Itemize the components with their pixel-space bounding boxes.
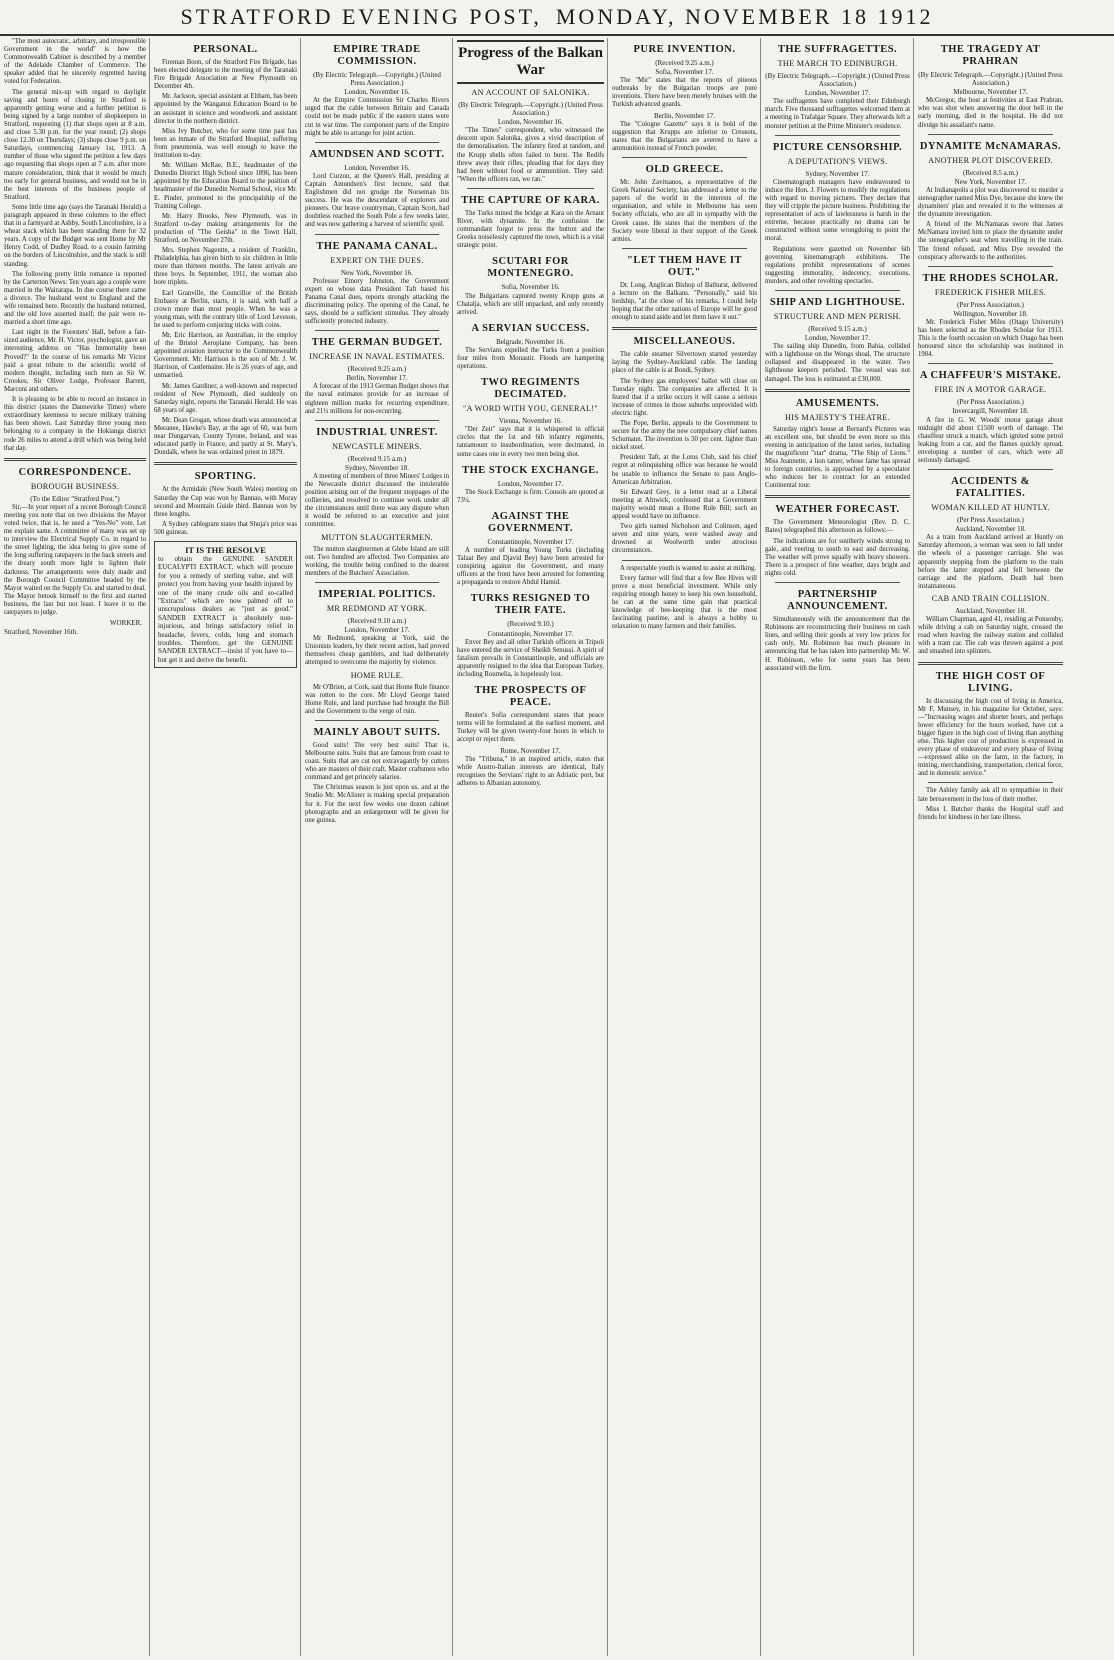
paragraph: Mr. John Zavitsanos, a representative of the Greek National Society, has addressed a letter to the papers of the world in the interests of the organisation, and while in Melbourne has seen Society officials, who are all in sympathy with the Greek cause. He states that the members of the Society were liberal in their support of the Greek armies. [612, 179, 757, 243]
divider [928, 363, 1053, 364]
columns-grid [4, 38, 1110, 1656]
headline: MAINLY ABOUT SUITS. [313, 726, 441, 738]
headline: THE GERMAN BUDGET. [311, 337, 443, 349]
headline: THE PROSPECTS OF PEACE. [474, 685, 587, 709]
paragraph: In discussing the high cost of living in America, Mr F. Munsey, in his magazine for October, says:—"Increasing wages and shorter hours, and perhaps lower efficiency for the hours worked, have cut a bigger figure in the high cost of living than anything else. This higher cost of production is expressed in every phase of endeavour and every phase of living—expressed alike on the farm, in the factory, in mining, merchandising, transportation, clerical force, and in domestic service." [918, 697, 1063, 778]
paragraph: Mr. Frederick Fisher Miles (Otago University) has been selected as the Rhodes Scholar for 1913. This is the fourth occasion on which Otago has been honoured since the scholarship was instituted in 1904. [918, 318, 1063, 359]
headline: IMPERIAL POLITICS. [318, 588, 436, 600]
dateline: London, November 17. [804, 334, 871, 343]
column-6 [765, 38, 914, 1656]
paragraph: Every farmer will find that a few Bee Hives will prove a most beneficial investment. While only requiring enough honey to keep his own household, he can at the same time gain that practical knowledge of bee-keeping that is the most fascinating pastime, and is always a hobby to relaxation to many farmers and their families. [612, 574, 757, 631]
divider [612, 327, 757, 330]
paragraph: The suffragettes have completed their Edinburgh march. Five thousand suffragettes welcomed them at a meeting in Trafalgar Square. They afterwards left a monster petition at the Prime Minister's residence. [765, 98, 910, 130]
divider [315, 234, 439, 235]
letter-signature: WORKER. [109, 619, 142, 628]
headline: THE SUFFRAGETTES. [777, 44, 898, 55]
headline: THE RHODES SCHOLAR. [922, 272, 1059, 284]
paragraph: Cinematograph managers have endeavoured to induce the Hon. J. Flowers to modify the regulations with regard to moving pictures. They declare that they will cripple the picture business. Prohibiting the representation of acts of lawlessness is harsh in the extreme, because practically no drama can be constructed without some wrongdoing to point the moral. [765, 178, 910, 243]
paragraph: Saturday night's house at Bernard's Pictures was an excellent one, but should be even more so this evening in anticipation of the latest series, including the magnificent "star" drama, "The Ship of Lions." Miss Jeannette, a lion tamer, whose fame has spread to foreign countries, is approached by a speculator who induces her to contract for an extended Continental tour. [765, 425, 910, 490]
agency-line: (Per Press Association.) [957, 300, 1024, 309]
dateline: Constantinople, November 17. [487, 629, 574, 638]
paragraph: Miss I. Butcher thanks the Hospital staff and friends for kindness in her late illness. [918, 805, 1063, 821]
paragraph: A meeting of members of three Miners' Lodges in the Newcastle district discussed the intolerable position arising out of the frequent stoppages of the collieries, and resolved to continue work under all the circumstances until there was any dispute when it would be referred to an executive and joint committee. [305, 472, 449, 529]
paragraph: Mr. Eric Harrison, an Australian, in the employ of the Bristol Aeroplane Company, has been appointed aviation instructor to the Commonwealth Government. Mr. Harrison is the son of Mr. J. W. Harrison, of Castlemaine. He is 26 years of age, and unmarried. [154, 332, 297, 380]
agency-line: (By Electric Telegraph.—Copyright.) (United Press Association.) [458, 101, 603, 118]
paragraph: The "Cologne Gazette" says it is bold of the suggestion that Krupps are inferior to Creusots, states that the Bulgarians are averred to have a ammunition instead of French powder. [612, 120, 757, 152]
dateline: New York, November 17. [954, 177, 1027, 186]
paragraph: Last night in the Foresters' Hall, before a fair-sized audience, Mr. H. Victor, psychologist, gave an interesting address on "Has Immortality been Proved?" In the course of his remarks Mr Victor paid a great tribute to the scientific world of modern thought, including such men as Sir W. Crookes, Sir Oliver Lodge, Professor Barrett, Marconi and others. [4, 329, 146, 393]
dateline: Rome, November 17. [500, 746, 561, 755]
subhead: ANOTHER PLOT DISCOVERED. [928, 155, 1053, 165]
paragraph: The Government Meteorologist (Rev. D. C. Bates) telegraphed this afternoon as follows:— [765, 519, 910, 535]
headline-amusements: AMUSEMENTS. [795, 397, 880, 409]
dateline: Sydney, November 18. [344, 463, 410, 472]
paragraph: Simultaneously with the announcement that the Robinsons are reconstructing their business on cash lines, and selling their goods at very low prices for cash only, Mr. Robinson has much pleasure in announcing that he has taken into partnership Mr. W. H. Robinson, who for some years has been associated with the firm. [765, 616, 910, 672]
paragraph: Dr. Long, Anglican Bishop of Bathurst, delivered a lecture on the Balkans. "Personally," said his lordship, "at the close of his remarks, I could help hoping that the other nations of Europe will be good enough to stand aside and let them have it out." [612, 281, 757, 322]
paragraph: Miss Ivy Butcher, who for some time past has been an inmate of the Stratford Hospital, suffering from pneumonia, was well enough to leave the institution to-day. [154, 127, 297, 160]
dateline: Sydney, November 17. [805, 169, 870, 178]
divider [765, 389, 910, 392]
paragraph: The Bulgarians captured twenty Krupp guns at Chatalja, which are still unpacked, and only recently arrived. [457, 292, 604, 316]
paragraph: The following pretty little romance is reported by the Carterton News: Ten years ago a couple were married in the Wairarapa. In due course there came a divorce. The husband went to England and the wife remained here. Recently the husband returned, and the old love asserted itself; the pair were re-married a short time ago. [4, 270, 146, 327]
letter-address: (To the Editor "Stratford Post.") [30, 494, 120, 503]
received-line: (Received 8.5 a.m.) [962, 168, 1018, 177]
divider [928, 469, 1053, 470]
headline-miscellaneous: MISCELLANEOUS. [633, 336, 736, 348]
column-5 [612, 38, 761, 1656]
dateline: London, November 17. [804, 89, 871, 98]
paragraph: Good suits! The very best suits! That is, Melbourne suits. Suits that are famous from coast to coast. Suits that are cut not extravagantly by cutters who are masters of their craft. Master craftsmen who command and get princely salaries. [305, 741, 449, 782]
subhead: HOME RULE. [350, 670, 404, 680]
divider [775, 290, 900, 291]
paragraph: As a train from Auckland arrived at Huntly on Saturday afternoon, a woman was seen to fall under the wheels of a passenger carriage. She was apparently stepping from the platform to the train before the latter stopped and fell between the carriage and the platform. Death had been instantaneous. [918, 534, 1063, 590]
banner-balkan-war: Progress of the Balkan War [457, 40, 604, 84]
paragraph: The Turks mined the bridge at Kara on the Arnaut River, with dynamite. In the confusion the commandant forgot to press the button and the Greeks noiselessly captured the town, which is a vital strategic point. [457, 209, 604, 250]
divider [622, 248, 747, 249]
dateline: London, November 16. [344, 163, 410, 172]
received-line: (Received 9.10 a.m.) [347, 616, 407, 625]
received-line: (Received 9.10.) [507, 620, 554, 629]
dateline: Vienna, November 16. [498, 417, 563, 426]
paragraph: It is pleasing to be able to record an instance in this district (states the Dannevirke Times) where extraordinary keenness to secure military training has been shown. Last Saturday three young men belonging to a company in the Hokianga district rode 26 miles to attend a drill which was being held that day. [4, 396, 146, 452]
divider [315, 720, 439, 721]
divider [775, 135, 900, 136]
agency-line: (Per Press Association.) [957, 398, 1024, 407]
paragraph: William Chapman, aged 41, residing at Ponsonby, while driving a cab on Saturday night, crossed the road when leaving the railway station and collided with a tram car. The cab was thrown against a post and smashed into splinters. [918, 616, 1063, 656]
dateline: London, November 17. [344, 626, 410, 635]
headline-weather: WEATHER FORECAST. [775, 504, 900, 516]
ad-body: to obtain the GENUINE SANDER EUCALYPTI EXTRACT, which will procure for you a remedy of sterling value, and will protect you from having your health injured by one of the many crude oils and so-called "Extracts" which are now palmed off to unscrupulous dealers as "just as good." SANDER EXTRACT is absolutely non-injurious, and brings satisfactory relief in headache, fevers, colds, lung and stomach troubles. Therefore, get the GENUINE SANDER EXTRACT—insist if you have to—but get it and derive the benefit. [158, 554, 293, 664]
headline: AMUNDSEN AND SCOTT. [309, 148, 445, 160]
headline: A CHAFFEUR'S MISTAKE. [919, 370, 1062, 382]
dateline: Auckland, November 18. [955, 525, 1026, 534]
paragraph: Enver Bey and all other Turkish officers in Tripoli have entered the service of Sheikh Senussi. A spirit of fatalism prevails in Constantinople, and officials are apparently resigned to the idea that European Turkey, including Roumelia, is hopelessly lost. [457, 638, 604, 679]
divider [775, 582, 900, 583]
received-line: (Received 9.15 a.m.) [808, 324, 867, 333]
subhead: MUTTON SLAUGHTERMEN. [321, 532, 433, 542]
dateline: Melbourne, November 17. [953, 88, 1028, 97]
subhead: AN ACCOUNT OF SALONIKA. [471, 88, 590, 97]
dateline: Sofia, November 16. [501, 283, 560, 292]
agency-line: (By Electric Telegraph.—Copyright.) (United Press Association.) [765, 72, 910, 89]
advertisement-sander-extract [154, 541, 297, 668]
agency-line: (By Electric Telegraph.—Copyright.) (United Press Association.) [918, 71, 1063, 88]
paragraph: A fire in G. W. Woods' motor garage about midnight did about £1500 worth of damage. The chauffeur struck a match, which ignited some petrol leaking from a car, and the flames quickly spread, enveloping a number of cars, which were all seriously damaged. [918, 416, 1063, 464]
paragraph: Earl Granville, the Councillor of the British Embassy at Berlin, starts, it is said, with half a crown more than most people. When he was a young man, with the contrary title of Lord Leveson, he used to perform conjuring tricks with coins. [154, 289, 297, 329]
headline: AGAINST THE GOVERNMENT. [488, 510, 573, 534]
divider [928, 782, 1053, 783]
paragraph: At Indianapolis a plot was discovered to murder a stenographer named Miss Dye, because she knew the dynamiters' plan and revealed it to the witnesses at the dynamite investigation. [918, 186, 1063, 219]
paragraph: The mutton slaughtermen at Glebe Island are still out. Two hundred are affected. Two Companies are working, the trouble being confined to the dearest members of the Butchers' Association. [305, 545, 449, 577]
dateline: Sofia, November 17. [655, 68, 714, 77]
dateline: London, November 16. [344, 88, 410, 97]
headline-personal: PERSONAL. [193, 44, 258, 55]
headline: THE TRAGEDY AT PRAHRAN [940, 44, 1041, 67]
dateline: London, November 16. [497, 118, 564, 127]
headline: TWO REGIMENTS DECIMATED. [481, 377, 580, 401]
letter-dateline: Stratford, November 16th. [4, 628, 78, 637]
headline: SCUTARI FOR MONTENEGRO. [487, 256, 574, 280]
paragraph: Two girls named Nicholson and Colinson, aged seven and nine years, were washed away and drowned at Woolworth under atrocious circumstances. [612, 523, 757, 555]
subhead: MR REDMOND AT YORK. [326, 603, 428, 613]
paragraph: The cable steamer Silvertown started yesterday laying the Sydney-Auckland cable. The landing place of the cable is at Bondi, Sydney. [612, 351, 757, 375]
dateline: Auckland, November 18. [955, 606, 1026, 615]
subhead: FIRE IN A MOTOR GARAGE. [934, 385, 1047, 395]
paragraph: Mr. William McRae, B.E., headmaster of the Dunedin District High School since 1896, has been appointed by the Education Board to the position of headmaster of the Dunedin Normal School, vice Mr. E. Pinder, promoted to the principalship of the Training College. [154, 162, 297, 210]
column-7 [918, 38, 1066, 1656]
paragraph: Mrs. Stephen Nagentte, a resident of Franklin, Philadelphia, has given birth to six children in little more than thirteen months. The latest arrivals are three boys. In September, 1911, the woman also bore triplets. [154, 247, 297, 287]
paragraph: Mr. Harry Brooks, New Plymouth, was in Stratford to-day making arrangements for the production of "The Geisha" in the Town Hall, Stratford, on November 27th. [154, 212, 297, 244]
headline: PURE INVENTION. [633, 44, 736, 55]
paragraph: Mr Redmond, speaking at York, said the Unionists leaders, by their recent action, had proved themselves cheap gamblers, and had deliberately attempted to overcome the majority by violence. [305, 635, 449, 667]
paragraph: The Sydney gas employees' ballot will close on Tuesday night. The companies are affected. It is feared that if a strike occurs it will cause a serious increase of crimes in those suburbs unprovided with electric light. [612, 377, 757, 417]
dateline: Constantinople, November 17. [487, 537, 574, 546]
divider [315, 330, 439, 331]
agency-line: (Per Press Association.) [957, 516, 1024, 525]
paragraph: The Christmas season is just upon us, and at the Studio Mr. McAlister is making special preparation for it. For the next few weeks one dozen cabinet photographs and an enlargement will be given for one guinea. [305, 784, 449, 824]
paragraph: At the Empire Commission Sir Charles Rivers urged that the cable between Britain and Canada could not be made public if the eastern states were cut in war time. The component parts of the Empire might be able to arrange for joint action. [305, 97, 449, 137]
paragraph: McGregor, the host at festivities at East Prahran, who was shot when answering the door bell in the early morning, died in the hospital. He did not divulge his assailant's name. [918, 97, 1063, 129]
subhead: HIS MAJESTY'S THEATRE. [784, 412, 891, 422]
paragraph: "Der Zeit" says that it is whispered in official circles that the 1st and 6th infantry regiments, tantamount to insubordination, were decimated, in some cases one in every two men being shot. [457, 426, 604, 458]
divider [467, 188, 594, 189]
headline-correspondence: CORRESPONDENCE. [18, 466, 132, 478]
subhead: EXPERT ON THE DUES. [330, 255, 424, 265]
column-3 [305, 38, 453, 1656]
subhead: NEWCASTLE MINERS. [332, 441, 422, 451]
headline-sporting: SPORTING. [194, 471, 257, 483]
divider [4, 458, 146, 461]
headline: THE CAPTURE OF KARA. [461, 194, 600, 206]
column-1 [4, 38, 150, 1656]
headline: A SERVIAN SUCCESS. [471, 322, 590, 334]
headline: SHIP AND LIGHTHOUSE. [769, 296, 906, 308]
paragraph: Sir Edward Grey, in a letter read at a Liberal meeting at Alnwick, confessed that a Government majority would mean a Home Rule Bill; such an appeal would have no influence. [612, 488, 757, 521]
headline: ACCIDENTS & FATALITIES. [951, 476, 1030, 500]
headline: THE PANAMA CANAL. [316, 240, 438, 252]
subhead: CAB AND TRAIN COLLISION. [931, 593, 1050, 603]
masthead-date: MONDAY, NOVEMBER 18 1912 [555, 4, 934, 29]
column-4 [457, 38, 608, 1656]
subhead: BOROUGH BUSINESS. [30, 481, 120, 491]
paragraph: Reuter's Sofia correspondent states that peace terms will be formulated at the earliest moment, and Turkey will be given twenty-four hours in which to accept or reject them. [457, 712, 604, 744]
headline: TURKS RESIGNED TO THEIR FATE. [470, 593, 591, 617]
paragraph: A forecast of the 1913 German Budget shows that the naval estimates provide for an increase of eighteen million marks for recurring expenditure, and 21½ millions for non-recurring. [305, 383, 449, 415]
paragraph: The Ashley family ask all to sympathise in their late bereavement in the loss of their mother. [918, 787, 1063, 803]
paragraph: A Sydney cablegram states that Shuja's price was 500 guineas. [154, 520, 297, 536]
paragraph: Professor Emory Johnston, the Government expert on whose data President Taft based his Panama Canal dues, reports strongly attacking the discriminating policy. The opening of the Canal, he says, should be a sufficient stimulus. They already sufficiently protected industry. [305, 277, 449, 326]
dateline: Berlin, November 17. [346, 374, 408, 383]
subhead: THE MARCH TO EDINBURGH. [777, 59, 898, 68]
headline: INDUSTRIAL UNREST. [316, 426, 438, 438]
dateline: New York, November 16. [341, 268, 413, 277]
paragraph: The "Mir" states that the reports of piteous outbreaks by the Bulgarian troops are pure inventions. There have been merely bruises with the Turkish advanced guards. [612, 77, 757, 109]
divider [765, 495, 910, 498]
paragraph: Sir,—In your report of a recent Borough Council meeting you note that on two divisions the Mayor voted twice, that is, he used a "Yes-No" vote. Let me explain same. A committee of many was set up to interview the Electrical Supply Co. in regard to the street lighting, the idea being to give some of the long suffering ratepayers in the back streets and the dreary south more light to lighten their darkness. The arrangements were duly made and the Borough Council Committee headed by the Mayor waited on the Supply Co. and started to deal. The Mayor betook himself to the first and started business, the last but not least. I leave it to the ratepayers to judge. [4, 503, 146, 616]
paragraph: Mr O'Brien, at Cork, said that Home Rule finance was rotten to the core. Mr Lloyd George hated Home Rule, and land purchase had brought the Bill and the Government to the verge of ruin. [305, 683, 449, 715]
divider [918, 662, 1063, 665]
divider [315, 142, 439, 143]
paragraph: Lord Curzon, at the Queen's Hall, presiding at Captain Amundsen's first lecture, said that Englishmen did not grudge the Norseman his success. He was the descendant of explorers and pioneers. Our brave countryman, Captain Scott, had doubtless reached the South Pole a few weeks later, and was now gathering a harvest of scientific spoil. [305, 172, 449, 229]
received-line: (Received 9.25 a.m.) [347, 365, 407, 374]
paragraph: Regulations were gazetted on November 6th governing kinematograph exhibitions. The regulations prohibit representations of scenes suggesting immorality, indecency, executions, murders, and other revolting spectacles. [765, 245, 910, 285]
divider [154, 462, 297, 465]
subhead: WOMAN KILLED AT HUNTLY. [931, 503, 1050, 513]
headline: PICTURE CENSORSHIP. [772, 141, 903, 153]
dateline: Belgrade, November 16. [496, 337, 565, 346]
divider [928, 134, 1053, 135]
paragraph: President Taft, at the Lotus Club, said his chief regret at relinquishing office was because he would be unable to influence the Senate to pass Anglo-American Arbitration. [612, 454, 757, 486]
received-line: (Received 9.15 a.m.) [347, 454, 407, 463]
divider [315, 420, 439, 421]
masthead-title: STRATFORD EVENING POST, [180, 4, 542, 29]
headline: "LET THEM HAVE IT OUT." [627, 254, 742, 278]
masthead [0, 0, 1114, 36]
paragraph: Mr. Dean Grogan, whose death was announced at Meeanee, Hawke's Bay, at the age of 60, was born near Dungarvan, County Tyrone, Ireland, and was educated partly in France, and partly at St. Mary's, Dundalk, where he was ordained priest in 1879. [154, 416, 297, 457]
dateline: Invercargill, November 18. [952, 407, 1029, 416]
dateline: Wellington, November 18. [953, 309, 1028, 318]
paragraph: The Pope, Berlin, appeals to the Government to secure for the army the new compulsory chief names Schumann. The invention is 30 per cent. lighter than nickel steel. [612, 420, 757, 452]
paragraph: Fireman Boon, of the Stratford Fire Brigade, has been elected delegate to the meeting of the Taranaki Fire Brigade Association at New Plymouth on December 4th. [154, 59, 297, 91]
divider [622, 157, 747, 158]
ad-headline: IT IS THE RESOLVE [185, 544, 266, 555]
paragraph: Some little time ago (says the Taranaki Herald) a paragraph appeared in these columns to the effect that in a farmyard at Ashby, South Lincolnshire, is a wheat stack which has been standing there for 32 years. A copy of the Budget was sent Home by Mr Henry Codd, of Dudley Road, to a cousin farming on the borders of Lincolnshire, and the stack is still standing. [4, 203, 146, 268]
paragraph: "The Times" correspondent, who witnessed the descent upon Salonika, gives a vivid description of the demoralisation. The infantry fired at random, and the Krupp shells often failed to burst. The Redifs threw away their rifles, pleading that for days they had been without food or ammunition. They said: "When the officers ran, we ran." [457, 127, 604, 183]
divider [928, 266, 1053, 267]
subhead: INCREASE IN NAVAL ESTIMATES. [309, 352, 445, 362]
paragraph: A number of leading Young Turks (including Talaat Bey and Djavid Bey) have been arrested for conspiring against the Government, and many officers at the front have been arrested for fomenting a propaganda to restore Abdul Hamid. [457, 547, 604, 587]
headline: THE HIGH COST OF LIVING. [935, 670, 1046, 694]
paragraph: The Stock Exchange is firm. Consols are quoted at 73¼. [457, 488, 604, 504]
dateline: Berlin, November 17. [653, 111, 716, 120]
paragraph: "The most autocratic, arbitrary, and irresponsible Government in the world" is how the Commonwealth Cabinet is described by a member of the Adelaide Chamber of Commerce. The speaker added that he sincerely regretted having voted for Federation. [4, 38, 146, 86]
paragraph: The Servians expelled the Turks from a position four miles from Monastir. Floods are hampering operations. [457, 346, 604, 371]
subhead: A DEPUTATION'S VIEWS. [787, 156, 888, 166]
paragraph: Mr. Jackson, special assistant at Eltham, has been appointed by the Wanganui Education Board to be an assistant in science and woodwork and assistant director in the northern district. [154, 93, 297, 125]
subhead: FREDERICK FISHER MILES. [934, 287, 1047, 297]
headline: DYNAMITE McNAMARAS. [919, 140, 1062, 152]
headline: OLD GREECE. [645, 164, 724, 176]
divider [622, 560, 747, 561]
column-2 [154, 38, 301, 1656]
paragraph: The general mix-up with regard to daylight saving and hours of closing in Stratford is apparently getting worse and a further petition is being signed by a large number of shopkeepers in Stratford, requesting (1) that shops open at 8 a.m. and close 5.30 p.m. for the year round; (2) shops close 12.30 on Thursdays; (3) shops close 9 p.m. on Saturdays, commencing January 1st, 1913. A number of those who signed the petition a few days ago requesting that shops open at 7 a.m. after more mature consideration, think that it would be much too early for general business, and would not be in the best interests of the business people of Stratford. [4, 88, 146, 201]
paragraph: The indications are for southerly winds strong to gale, and veering to south to east and decreasing. The weather will prove squally with heavy showers. There is a prospect of fine weather, days bright and nights cold. [765, 537, 910, 577]
paragraph: The "Tribuna," in an inspired article, states that while Austro-Italian interests are identical, Italy recognises the Servians' right to an Adriatic port, but adheres to Albanian autonomy. [457, 755, 604, 787]
dateline: London, November 17. [497, 479, 564, 488]
agency-line: (By Electric Telegraph.—Copyright.) (United Press Association.) [313, 71, 441, 88]
headline: PARTNERSHIP ANNOUNCEMENT. [787, 589, 888, 613]
paragraph: Mr. James Gardiner, a well-known and respected resident of New Plymouth, died suddenly on Saturday night, reports the Taranaki Herald. He was 68 years of age. [154, 382, 297, 414]
subhead: STRUCTURE AND MEN PERISH. [773, 311, 902, 321]
paragraph: At the Armidale (New South Wales) meeting on Saturday the Cup was won by Bannau, with Moray second and Mountain Guide third. Bannau won by three lengths. [154, 486, 297, 518]
headline: THE STOCK EXCHANGE. [462, 464, 599, 476]
paragraph: The sailing ship Dunedin, from Bahia, collided with a lighthouse on the Wongs shoal. The structure collapsed and disappeared in the water. Two lighthouse keepers perished. The vessel was not damaged. The loss is estimated at £30,000. [765, 343, 910, 383]
received-line: (Received 9.25 a.m.) [655, 59, 714, 67]
paragraph: A friend of the McNamaras swore that James McNamara invited him to place the dynamite under the stenographer's seat when travelling in the train. The friend refused, and Miss Dye revealed the conspiracy afterwards to the authorities. [918, 221, 1063, 261]
headline: EMPIRE TRADE COMMISSION. [333, 44, 421, 67]
subhead: "A WORD WITH YOU, GENERAL!" [463, 404, 598, 414]
divider [315, 582, 439, 583]
paragraph: A respectable youth is wanted to assist at milking. [620, 564, 757, 572]
